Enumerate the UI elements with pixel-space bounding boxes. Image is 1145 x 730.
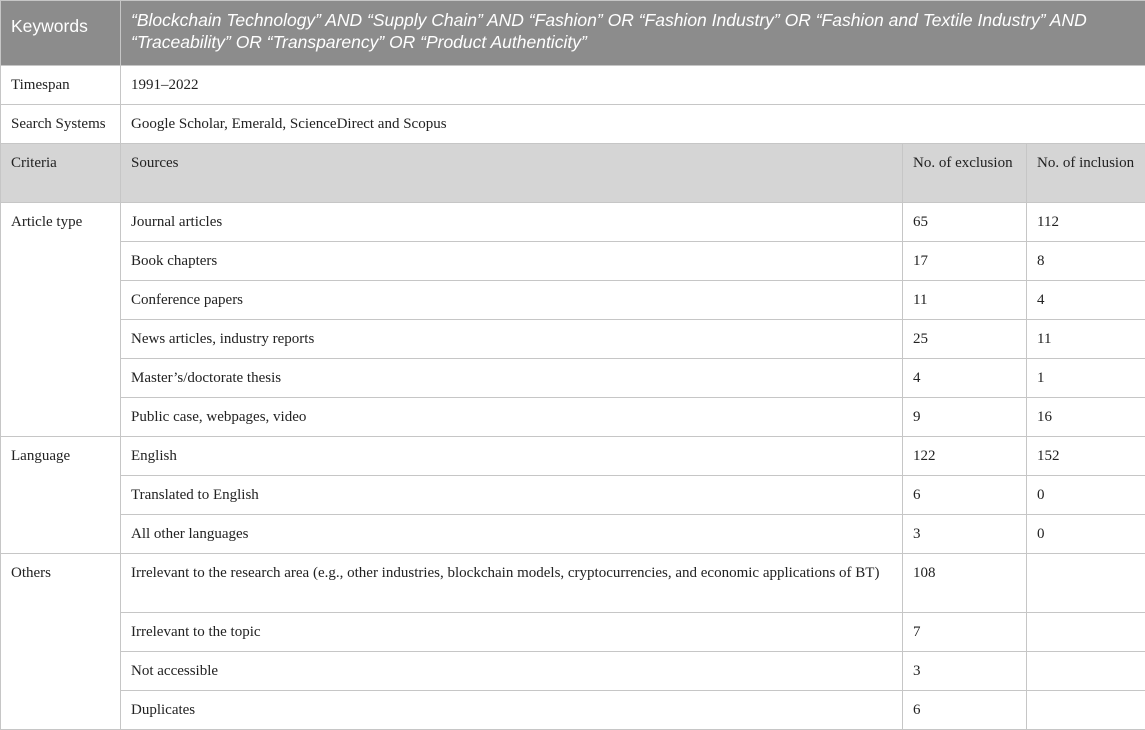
inclusion-cell [1027, 554, 1145, 613]
source-cell: Conference papers [121, 281, 903, 320]
exclusion-cell: 122 [903, 437, 1027, 476]
exclusion-cell: 11 [903, 281, 1027, 320]
inclusion-cell: 4 [1027, 281, 1145, 320]
inclusion-cell: 112 [1027, 203, 1145, 242]
source-cell: English [121, 437, 903, 476]
table-row [1, 281, 1145, 320]
inclusion-cell: 0 [1027, 515, 1145, 554]
inclusion-header: No. of inclusion [1027, 144, 1145, 203]
inclusion-cell: 8 [1027, 242, 1145, 281]
column-header-row [1, 144, 1145, 203]
table-row [1, 652, 1145, 691]
inclusion-cell [1027, 613, 1145, 652]
table-row [1, 437, 1145, 476]
source-cell: Journal articles [121, 203, 903, 242]
table-row [1, 203, 1145, 242]
inclusion-cell: 16 [1027, 398, 1145, 437]
search-systems-label: Search Systems [1, 105, 121, 144]
keywords-label: Keywords [1, 1, 121, 66]
source-cell: Irrelevant to the topic [121, 613, 903, 652]
timespan-row [1, 66, 1145, 105]
criteria-cell-others: Others [1, 554, 121, 730]
search-systems-value: Google Scholar, Emerald, ScienceDirect and Scopus [121, 105, 1145, 144]
source-cell: Public case, webpages, video [121, 398, 903, 437]
table-row [1, 359, 1145, 398]
exclusion-cell: 65 [903, 203, 1027, 242]
timespan-value: 1991–2022 [121, 66, 1145, 105]
table-row [1, 320, 1145, 359]
criteria-cell-article-type: Article type [1, 203, 121, 437]
source-cell: Master’s/doctorate thesis [121, 359, 903, 398]
inclusion-cell: 152 [1027, 437, 1145, 476]
source-cell: Duplicates [121, 691, 903, 730]
keywords-row [1, 1, 1145, 66]
table-row [1, 613, 1145, 652]
source-cell: Irrelevant to the research area (e.g., other industries, blockchain models, cryptocurrencies, and economic applications of BT) [121, 554, 903, 613]
inclusion-cell: 0 [1027, 476, 1145, 515]
exclusion-cell: 3 [903, 515, 1027, 554]
inclusion-cell: 1 [1027, 359, 1145, 398]
table-row [1, 242, 1145, 281]
sources-header: Sources [121, 144, 903, 203]
source-cell: All other languages [121, 515, 903, 554]
exclusion-cell: 6 [903, 691, 1027, 730]
exclusion-cell: 7 [903, 613, 1027, 652]
inclusion-cell [1027, 691, 1145, 730]
table-row [1, 691, 1145, 730]
exclusion-cell: 17 [903, 242, 1027, 281]
criteria-header: Criteria [1, 144, 121, 203]
criteria-cell-language: Language [1, 437, 121, 554]
exclusion-cell: 9 [903, 398, 1027, 437]
inclusion-cell: 11 [1027, 320, 1145, 359]
table-row [1, 476, 1145, 515]
search-systems-row [1, 105, 1145, 144]
table-row [1, 515, 1145, 554]
keywords-value: “Blockchain Technology” AND “Supply Chain” AND “Fashion” OR “Fashion Industry” OR “Fashion and Textile Industry” AND “Traceability” OR “Transparency” OR “Product Authenticity” [121, 1, 1145, 66]
inclusion-cell [1027, 652, 1145, 691]
source-cell: Translated to English [121, 476, 903, 515]
exclusion-cell: 108 [903, 554, 1027, 613]
table-row [1, 554, 1145, 613]
exclusion-header: No. of exclusion [903, 144, 1027, 203]
table-row [1, 398, 1145, 437]
source-cell: News articles, industry reports [121, 320, 903, 359]
source-cell: Book chapters [121, 242, 903, 281]
source-cell: Not accessible [121, 652, 903, 691]
exclusion-cell: 25 [903, 320, 1027, 359]
timespan-label: Timespan [1, 66, 121, 105]
exclusion-cell: 4 [903, 359, 1027, 398]
exclusion-cell: 6 [903, 476, 1027, 515]
exclusion-cell: 3 [903, 652, 1027, 691]
